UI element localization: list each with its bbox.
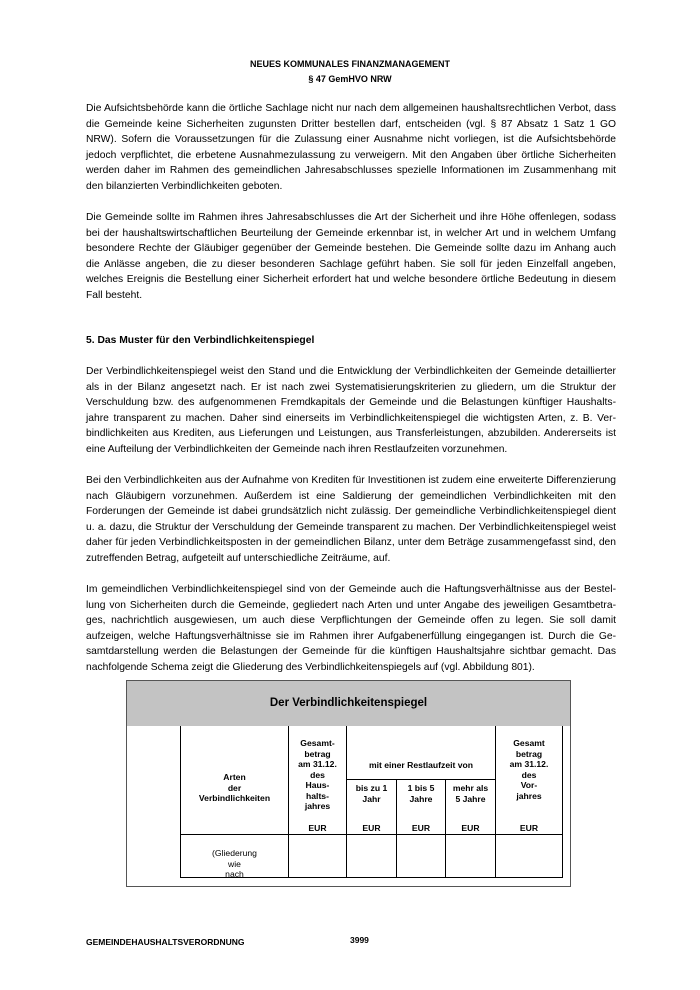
col-header-bis-1-jahr-line: Jahr	[362, 793, 381, 804]
col-header-mehr-als-5-jahre	[446, 783, 495, 804]
col-header-gesamtbetrag-line: Haus-	[305, 780, 330, 790]
figure-title: Der Verbindlichkeitenspiegel	[269, 697, 428, 709]
col-header-1-bis-5-jahre	[397, 783, 445, 804]
col-header-gesamtbetrag-line: am 31.12.	[298, 759, 337, 769]
col-header-gesamtbetrag-line: jahres	[304, 801, 331, 811]
currency-label: EUR	[411, 823, 431, 833]
col-header-arten-line: der	[227, 782, 242, 793]
page-number: 3999	[350, 935, 369, 945]
col-header-gesamtbetrag-line: des	[310, 769, 325, 780]
table-line	[562, 726, 563, 878]
col-header-gesamtbetrag-line: halts-	[306, 790, 329, 801]
col-header-vorjahr-line: am 31.12.	[509, 759, 549, 769]
paragraph-2: Die Gemeinde sollte im Rahmen ihres Jahresabschlusses die Art der Sicherheit und ihre Höhe offenlegen, sodass bei der haushaltswirtschaftlichen Beurteilung der Gemeinde erkennbar ist, in welcher Art und in welchem Umfang besondere Rechte der Gläubiger gegenüber der Gemeinde bestehen. Die Gemeinde sollte dazu im Anhang auch die Anlässe angeben, die zu dieser besonderen Sachlage geführt haben. Sie soll für jeden Einzelfall angeben, welches Ereignis die Bestellung einer Sicherheit erfordert hat und welche besondere örtliche Bedeutung in diesem Fall besteht.	[86, 212, 616, 301]
document-header-title: NEUES KOMMUNALES FINANZMANAGEMENT	[250, 59, 450, 69]
paragraph-3: Der Verbindlichkeitenspiegel weist den Stand und die Entwicklung der Verbindlichkeiten der Gemeinde detaillierter als in der Bilanz angesetzt nach. Er ist nach zwei Systematisierungskriterien zu gliedern, um die Struktur der Verschuldung bzw. des aufgenommenen Fremdkapitals der Gemeinde und die Belastungen künftiger Haushaltsjahre transparent zu machen. Daher sind einerseits im Verbindlichkeitenspiegel die wichtigsten Arten, z. B. Verbindlichkeiten aus Krediten, aus Lieferungen und Leistungen, aus Transferleistungen, abzubilden. Andererseits ist eine Aufteilung der Verbindlichkeiten der Gemeinde nach ihren Restlaufzeiten vorzunehmen.	[86, 366, 616, 455]
document-header-paragraph: § 47 GemHVO NRW	[308, 74, 392, 84]
col-header-gesamtbetrag-line: betrag	[304, 748, 331, 759]
currency-label: EUR	[519, 823, 539, 833]
col-header-arten-line: Verbindlichkeiten	[198, 793, 271, 803]
table-line	[180, 834, 563, 835]
row-gliederung-note	[181, 848, 288, 880]
col-header-vorjahr-line: jahres	[516, 790, 542, 801]
col-header-vorjahr-line: des	[521, 769, 537, 780]
col-header-gesamtbetrag-line: Gesamt-	[300, 738, 335, 748]
col-header-1-bis-5-jahre-line: Jahre	[409, 793, 433, 804]
figure-title-band	[126, 680, 571, 728]
col-header-restlaufzeit: mit einer Restlaufzeit von	[368, 760, 474, 770]
paragraph-1: Die Aufsichtsbehörde kann die örtliche Sachlage nicht nur nach dem allgemeinen haushaltsrechtlichen Verbot, dass die Gemeinde keine Sicherheiten zugunsten Dritter bestellen darf, entscheiden (vgl. § 87 Absatz 1 Satz 1 GO NRW). Sofern die Voraussetzungen für die Zulassung einer Ausnahme nicht vorliegen, ist die Aufsichtsbehörde jedoch verpflichtet, die erbetene Ausnahmezulassung zu verweigern. Mit den Angaben über örtliche Sicherheiten werden daher im Rahmen des gemeindlichen Jahresabschlusses spezielle Informationen im Zusammenhang mit den bilanzierten Verbindlichkeiten geboten.	[86, 103, 616, 192]
col-header-bis-1-jahr	[347, 783, 396, 804]
row-gliederung-note-line: nach	[225, 869, 244, 879]
col-header-gesamtbetrag	[289, 738, 346, 812]
col-header-vorjahr	[496, 738, 562, 801]
col-header-mehr-als-5-jahre-line: mehr als	[452, 783, 489, 793]
section-heading: 5. Das Muster für den Verbindlichkeitenspiegel	[86, 335, 315, 346]
col-header-vorjahr-line: Gesamt	[513, 738, 545, 748]
table-line	[346, 779, 495, 780]
verbindlichkeitenspiegel-figure	[126, 680, 571, 887]
figure-body	[126, 726, 571, 887]
col-header-1-bis-5-jahre-line: 1 bis 5	[407, 783, 435, 793]
col-header-bis-1-jahr-line: bis zu 1	[355, 783, 388, 793]
paragraph-4: Bei den Verbindlichkeiten aus der Aufnahme von Krediten für Investitionen ist zudem eine erweiterte Differenzierung nach Gläubigern vorzunehmen. Außerdem ist eine Saldierung der gemeindlichen Verbindlichkeiten mit den Forderungen der Gemeinde ist dabei grundsätzlich nicht zulässig. Der gemeindliche Verbindlichkeitenspiegel dient u. a. dazu, die Struktur der Verschuldung der Gemeinde transparent zu machen. Der Verbindlichkeitenspiegel weist daher für jeden Verbindlichkeitsposten in der gemeindlichen Bilanz, unter dem Beträge zusammengefasst sind, den zutreffenden Betrag, aufgeteilt auf unterschiedliche Zeiträume, auf.	[86, 475, 616, 564]
col-header-mehr-als-5-jahre-line: 5 Jahre	[455, 793, 486, 804]
footer-title: GEMEINDEHAUSHALTSVERORDNUNG	[86, 937, 245, 947]
col-header-vorjahr-line: betrag	[515, 748, 543, 759]
row-gliederung-note-line: (Gliederung	[212, 848, 257, 858]
paragraph-5: Im gemeindlichen Verbindlichkeitenspiegel sind von der Gemeinde auch die Haftungsverhältnisse aus der Bestellung von Sicherheiten durch die Gemeinde, gegliedert nach Arten und unter Angabe des jeweiligen Gesamtbetrages, nachrichtlich ausgewiesen, um auch diese Verpflichtungen der Gemeinde offen zu legen. Sie soll damit aufzeigen, welche Haftungsverhältnisse sie im Rahmen ihrer Aufgabenerfüllung eingegangen ist. Durch die Gesamtdarstellung werden die Belastungen der Gemeinde für die künftigen Haushaltsjahre sichtbar gemacht. Das nachfolgende Schema zeigt die Gliederung des Verbindlichkeitenspiegels auf (vgl. Abbildung 801).	[86, 584, 616, 673]
col-header-arten	[181, 772, 288, 804]
currency-label: EUR	[362, 823, 381, 833]
currency-label: EUR	[308, 823, 327, 833]
col-header-arten-line: Arten	[223, 772, 246, 782]
row-gliederung-note-line: wie	[228, 858, 241, 869]
verbindlichkeiten-table	[180, 726, 563, 878]
col-header-vorjahr-line: Vor-	[520, 780, 538, 790]
currency-label: EUR	[461, 823, 480, 833]
